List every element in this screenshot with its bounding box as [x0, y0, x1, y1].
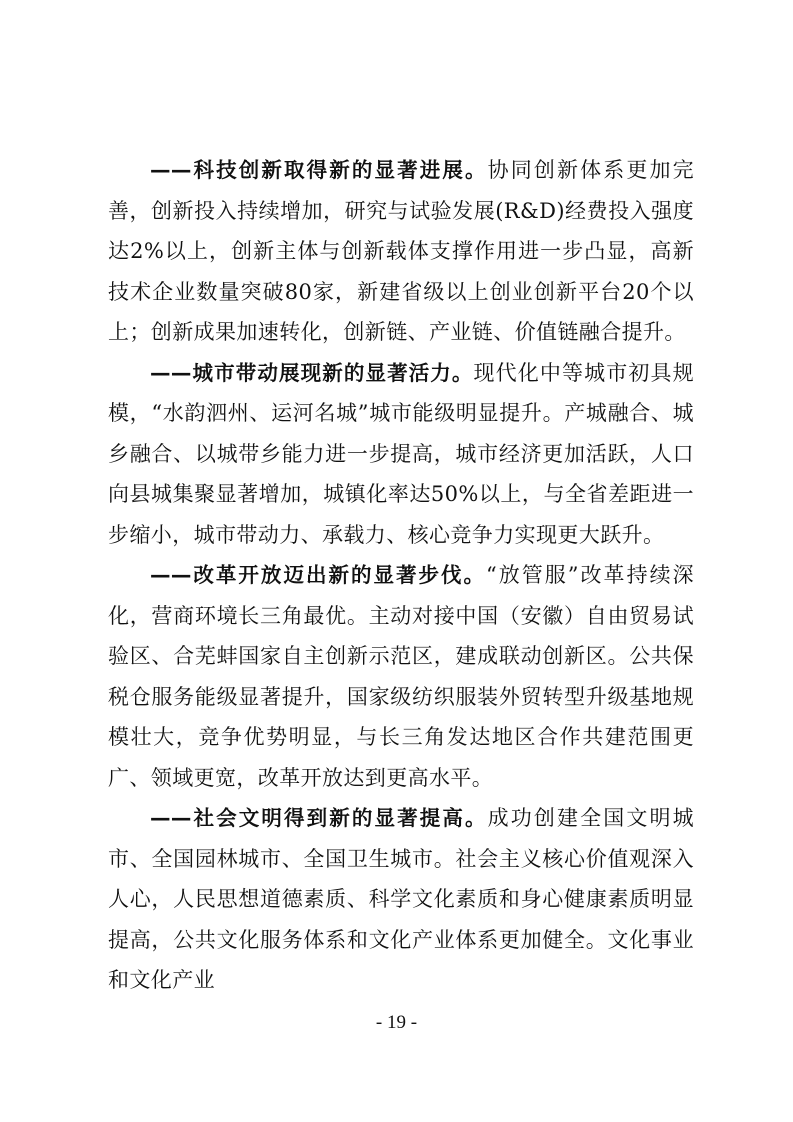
- paragraph-reform-opening: [108, 555, 694, 798]
- paragraph-lead: ——改革开放迈出新的显著步伐。: [150, 563, 487, 587]
- paragraph-body: 现代化中等城市初具规模，“水韵泗州、运河名城”城市能级明显提升。产城融合、城乡融合、以城带乡能力进一步提高，城市经济更加活跃，人口向县城集聚显著增加，城镇化率达50%以上，与全省差距进一步缩小，城市带动力、承载力、核心竞争力实现更大跃升。: [108, 360, 695, 547]
- paragraph-tech-innovation: [108, 150, 694, 353]
- paragraph-lead: ——科技创新取得新的显著进展。: [150, 158, 488, 182]
- page-number: - 19 -: [375, 1012, 418, 1033]
- paragraph-lead: ——社会文明得到新的显著提高。: [150, 806, 488, 830]
- document-body: [108, 150, 694, 1001]
- paragraph-social-civilization: [108, 798, 694, 1001]
- paragraph-body: 协同创新体系更加完善，创新投入持续增加，研究与试验发展(R&D)经费投入强度达2%以上，创新主体与创新载体支撑作用进一步凸显，高新技术企业数量突破80家，新建省级以上创业创新平台20个以上；创新成果加速转化，创新链、产业链、价值链融合提升。: [108, 158, 695, 344]
- paragraph-body: 成功创建全国文明城市、全国园林城市、全国卫生城市。社会主义核心价值观深入人心，人民思想道德素质、科学文化素质和身心健康素质明显提高，公共文化服务体系和文化产业体系更加健全。文化事业和文化产业: [108, 806, 695, 992]
- paragraph-city-vitality: [108, 353, 694, 556]
- paragraph-lead: ——城市带动展现新的显著活力。: [150, 360, 474, 385]
- paragraph-body: “放管服”改革持续深化，营商环境长三角最优。主动对接中国（安徽）自由贸易试验区、合芜蚌国家自主创新示范区，建成联动创新区。公共保税仓服务能级显著提升，国家级纺织服装外贸转型升级基地规模壮大，竞争优势明显，与长三角发达地区合作共建范围更广、领域更宽，改革开放达到更高水平。: [108, 563, 694, 790]
